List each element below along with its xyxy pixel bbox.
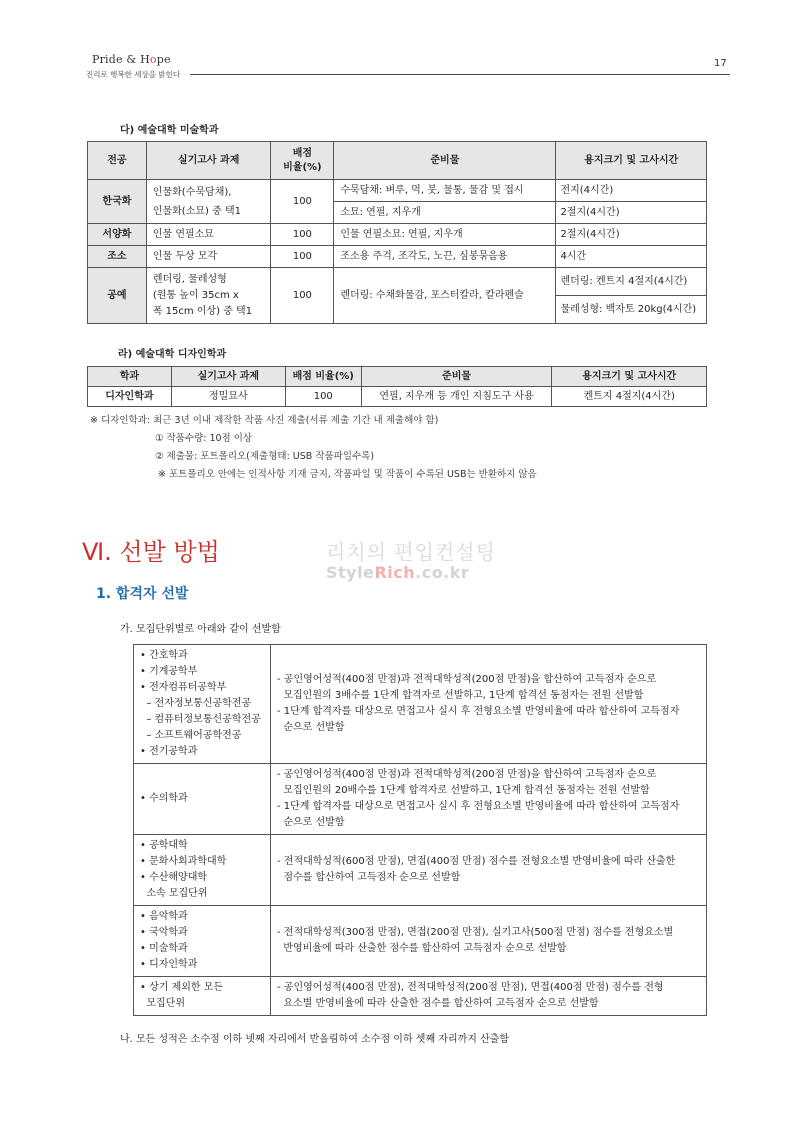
header-prep: 준비물: [334, 142, 556, 180]
major-western: 서양화: [88, 224, 147, 246]
header-paper: 용지크기 및 고사시간: [556, 142, 707, 180]
art-table: [87, 141, 707, 324]
unit-item: • 디자인학과: [140, 959, 198, 970]
selection-row: [134, 645, 707, 764]
design-note-1: ① 작품수량: 10점 이상: [155, 433, 253, 444]
header-paper: 용지크기 및 고사시간: [552, 367, 707, 387]
unit-item: • 상기 제외한 모든: [140, 982, 224, 993]
header-ratio: 배점 비율(%): [285, 367, 361, 387]
paper-craft-1: 렌더링: 켄트지 4절지(4시간): [556, 268, 707, 296]
major-korean: 한국화: [88, 180, 147, 224]
unit-item: • 수의학과: [140, 793, 188, 804]
prep-sculpture: 조소용 주걱, 조각도, 노끈, 심봉묶음용: [334, 246, 556, 268]
unit-item: • 간호학과: [140, 650, 188, 661]
header-task: 실기고사 과제: [146, 142, 271, 180]
section-title: 1. 합격자 선발: [96, 586, 189, 602]
design-paper: 켄트지 4절지(4시간): [552, 387, 707, 407]
brand-logo: [92, 53, 171, 66]
unit-item: – 컴퓨터정보통신공학전공: [140, 714, 261, 725]
task-craft: 렌더링, 물레성형 (원통 높이 35cm x 폭 15cm 이상) 중 택1: [146, 268, 271, 324]
unit-item: – 소프트웨어공학전공: [140, 730, 242, 741]
paper-korean-2: 2절지(4시간): [556, 202, 707, 224]
selection-row: [134, 977, 707, 1016]
watermark-brand: 리치의 편입컨설팅: [326, 540, 496, 564]
selection-row: [134, 835, 707, 906]
chapter-title: Ⅵ. 선발 방법: [82, 538, 220, 566]
method-line: 순으로 선발함: [277, 817, 345, 828]
prep-western: 인물 연필소묘: 연필, 지우개: [334, 224, 556, 246]
unit-item: • 기계공학부: [140, 666, 198, 677]
ratio-sculpture: 100: [271, 246, 334, 268]
logo-text-right: pe: [156, 53, 171, 66]
unit-item: • 수산해양대학: [140, 872, 208, 883]
method-line: 요소별 반영비율에 따라 산출한 점수를 합산하여 고득점자 순으로 선발함: [277, 998, 599, 1009]
paper-western: 2절지(4시간): [556, 224, 707, 246]
header-ratio: 배점 비율(%): [271, 142, 334, 180]
design-prep: 연필, 지우개 등 개인 지침도구 사용: [361, 387, 552, 407]
header-rule: [190, 74, 730, 75]
recruitment-units: [134, 764, 271, 835]
unit-item: – 전자정보통신공학전공: [140, 698, 252, 709]
task-western: 인물 연필소묘: [146, 224, 271, 246]
design-task: 정밀묘사: [171, 387, 285, 407]
unit-item: • 문화사회과학대학: [140, 856, 227, 867]
design-note-2: ② 제출물: 포트폴리오(제출형태: USB 작품파일수록): [155, 451, 375, 462]
ratio-korean: 100: [271, 180, 334, 224]
method-line: - 전적대학성적(300점 만점), 면접(200점 만점), 실기고사(500점 만점) 점수를 전형요소별: [277, 927, 674, 938]
watermark-style: Style: [326, 563, 375, 582]
method-line: - 공인영어성적(400점 만점)과 전적대학성적(200점 만점)을 합산하여 고득점자 순으로: [277, 674, 657, 685]
method-line: 모집인원의 20배수를 1단계 합격자로 선발하고, 1단계 합격선 동점자는 전원 선발함: [277, 785, 650, 796]
watermark-domain: [326, 563, 469, 582]
prep-craft: 렌더링: 수채화물감, 포스터칼라, 칼라펜슬: [334, 268, 556, 324]
prep-korean-2: 소묘: 연필, 지우개: [334, 202, 556, 224]
unit-item: • 전자컴퓨터공학부: [140, 682, 227, 693]
design-note-main: ※ 디자인학과: 최근 3년 이내 제작한 작품 사진 제출(서류 제출 기간 내 제출해야 함): [90, 415, 439, 426]
watermark-rich: Rich: [374, 563, 416, 582]
selection-method: [271, 645, 707, 764]
selection-method: [271, 977, 707, 1016]
header-task: 실기고사 과제: [171, 367, 285, 387]
unit-item: • 공학대학: [140, 840, 188, 851]
selection-intro: 가. 모집단위별로 아래와 같이 선발함: [120, 624, 281, 635]
unit-item: • 음악학과: [140, 911, 188, 922]
selection-row: [134, 906, 707, 977]
logo-text-left: Pride & H: [92, 53, 150, 66]
unit-item: • 미술학과: [140, 943, 188, 954]
major-sculpture: 조소: [88, 246, 147, 268]
method-line: 모집인원의 3배수를 1단계 합격자로 선발하고, 1단계 합격선 동점자는 전원 선발함: [277, 690, 644, 701]
unit-item: • 전기공학과: [140, 746, 198, 757]
method-line: - 공인영어성적(400점 만점)과 전적대학성적(200점 만점)을 합산하여 고득점자 순으로: [277, 769, 657, 780]
design-section-title: 라) 예술대학 디자인학과: [118, 349, 227, 360]
task-sculpture: 인물 두상 모각: [146, 246, 271, 268]
recruitment-units: [134, 977, 271, 1016]
ratio-craft: 100: [271, 268, 334, 324]
rounding-note: 나. 모든 성적은 소수점 이하 넷째 자리에서 반올림하여 소수점 이하 셋째 자리까지 산출함: [120, 1034, 510, 1045]
method-line: 순으로 선발함: [277, 722, 345, 733]
art-section-title: 다) 예술대학 미술학과: [120, 125, 219, 136]
design-ratio: 100: [285, 387, 361, 407]
paper-craft-2: 물레성형: 백자토 20kg(4시간): [556, 296, 707, 324]
selection-method: [271, 835, 707, 906]
ratio-western: 100: [271, 224, 334, 246]
header-prep: 준비물: [361, 367, 552, 387]
watermark-tld: .co.kr: [415, 563, 470, 582]
method-line: - 전적대학성적(600점 만점), 면접(400점 만점) 점수를 전형요소별 반영비율에 따라 산출한: [277, 856, 676, 867]
slogan: 진리로 행복한 세상을 밝힌다: [86, 70, 181, 79]
unit-item: 소속 모집단위: [140, 888, 208, 899]
paper-sculpture: 4시간: [556, 246, 707, 268]
recruitment-units: [134, 835, 271, 906]
prep-korean-1: 수묵담채: 벼루, 먹, 붓, 물통, 물감 및 접시: [334, 180, 556, 202]
design-dept: 디자인학과: [88, 387, 172, 407]
selection-method: [271, 764, 707, 835]
selection-table: [133, 644, 707, 1016]
recruitment-units: [134, 906, 271, 977]
method-line: - 1단계 합격자를 대상으로 면접고사 실시 후 전형요소별 반영비율에 따라 합산하여 고득점자: [277, 706, 680, 717]
method-line: - 1단계 합격자를 대상으로 면접고사 실시 후 전형요소별 반영비율에 따라 합산하여 고득점자: [277, 801, 680, 812]
method-line: 반영비율에 따라 산출한 점수를 합산하여 고득점자 순으로 선발함: [277, 943, 567, 954]
method-line: - 공인영어성적(400점 만점), 전적대학성적(200점 만점), 면접(400점 만점) 점수를 전형: [277, 982, 664, 993]
selection-method: [271, 906, 707, 977]
paper-korean-1: 전지(4시간): [556, 180, 707, 202]
task-korean: 인물화(수묵담채), 인물화(소묘) 중 택1: [146, 180, 271, 224]
recruitment-units: [134, 645, 271, 764]
unit-item: • 국악학과: [140, 927, 188, 938]
method-line: 점수를 합산하여 고득점자 순으로 선발함: [277, 872, 461, 883]
design-table: [87, 366, 707, 407]
selection-row: [134, 764, 707, 835]
unit-item: 모집단위: [140, 998, 185, 1009]
page-number: 17: [714, 58, 727, 69]
major-craft: 공예: [88, 268, 147, 324]
header-major: 전공: [88, 142, 147, 180]
logo-text-o: o: [149, 53, 157, 66]
design-note-3: ※ 포트폴리오 안에는 인적사항 기재 금지, 작품파일 및 작품이 수록된 USB는 반환하지 않음: [158, 469, 537, 480]
header-dept: 학과: [88, 367, 172, 387]
